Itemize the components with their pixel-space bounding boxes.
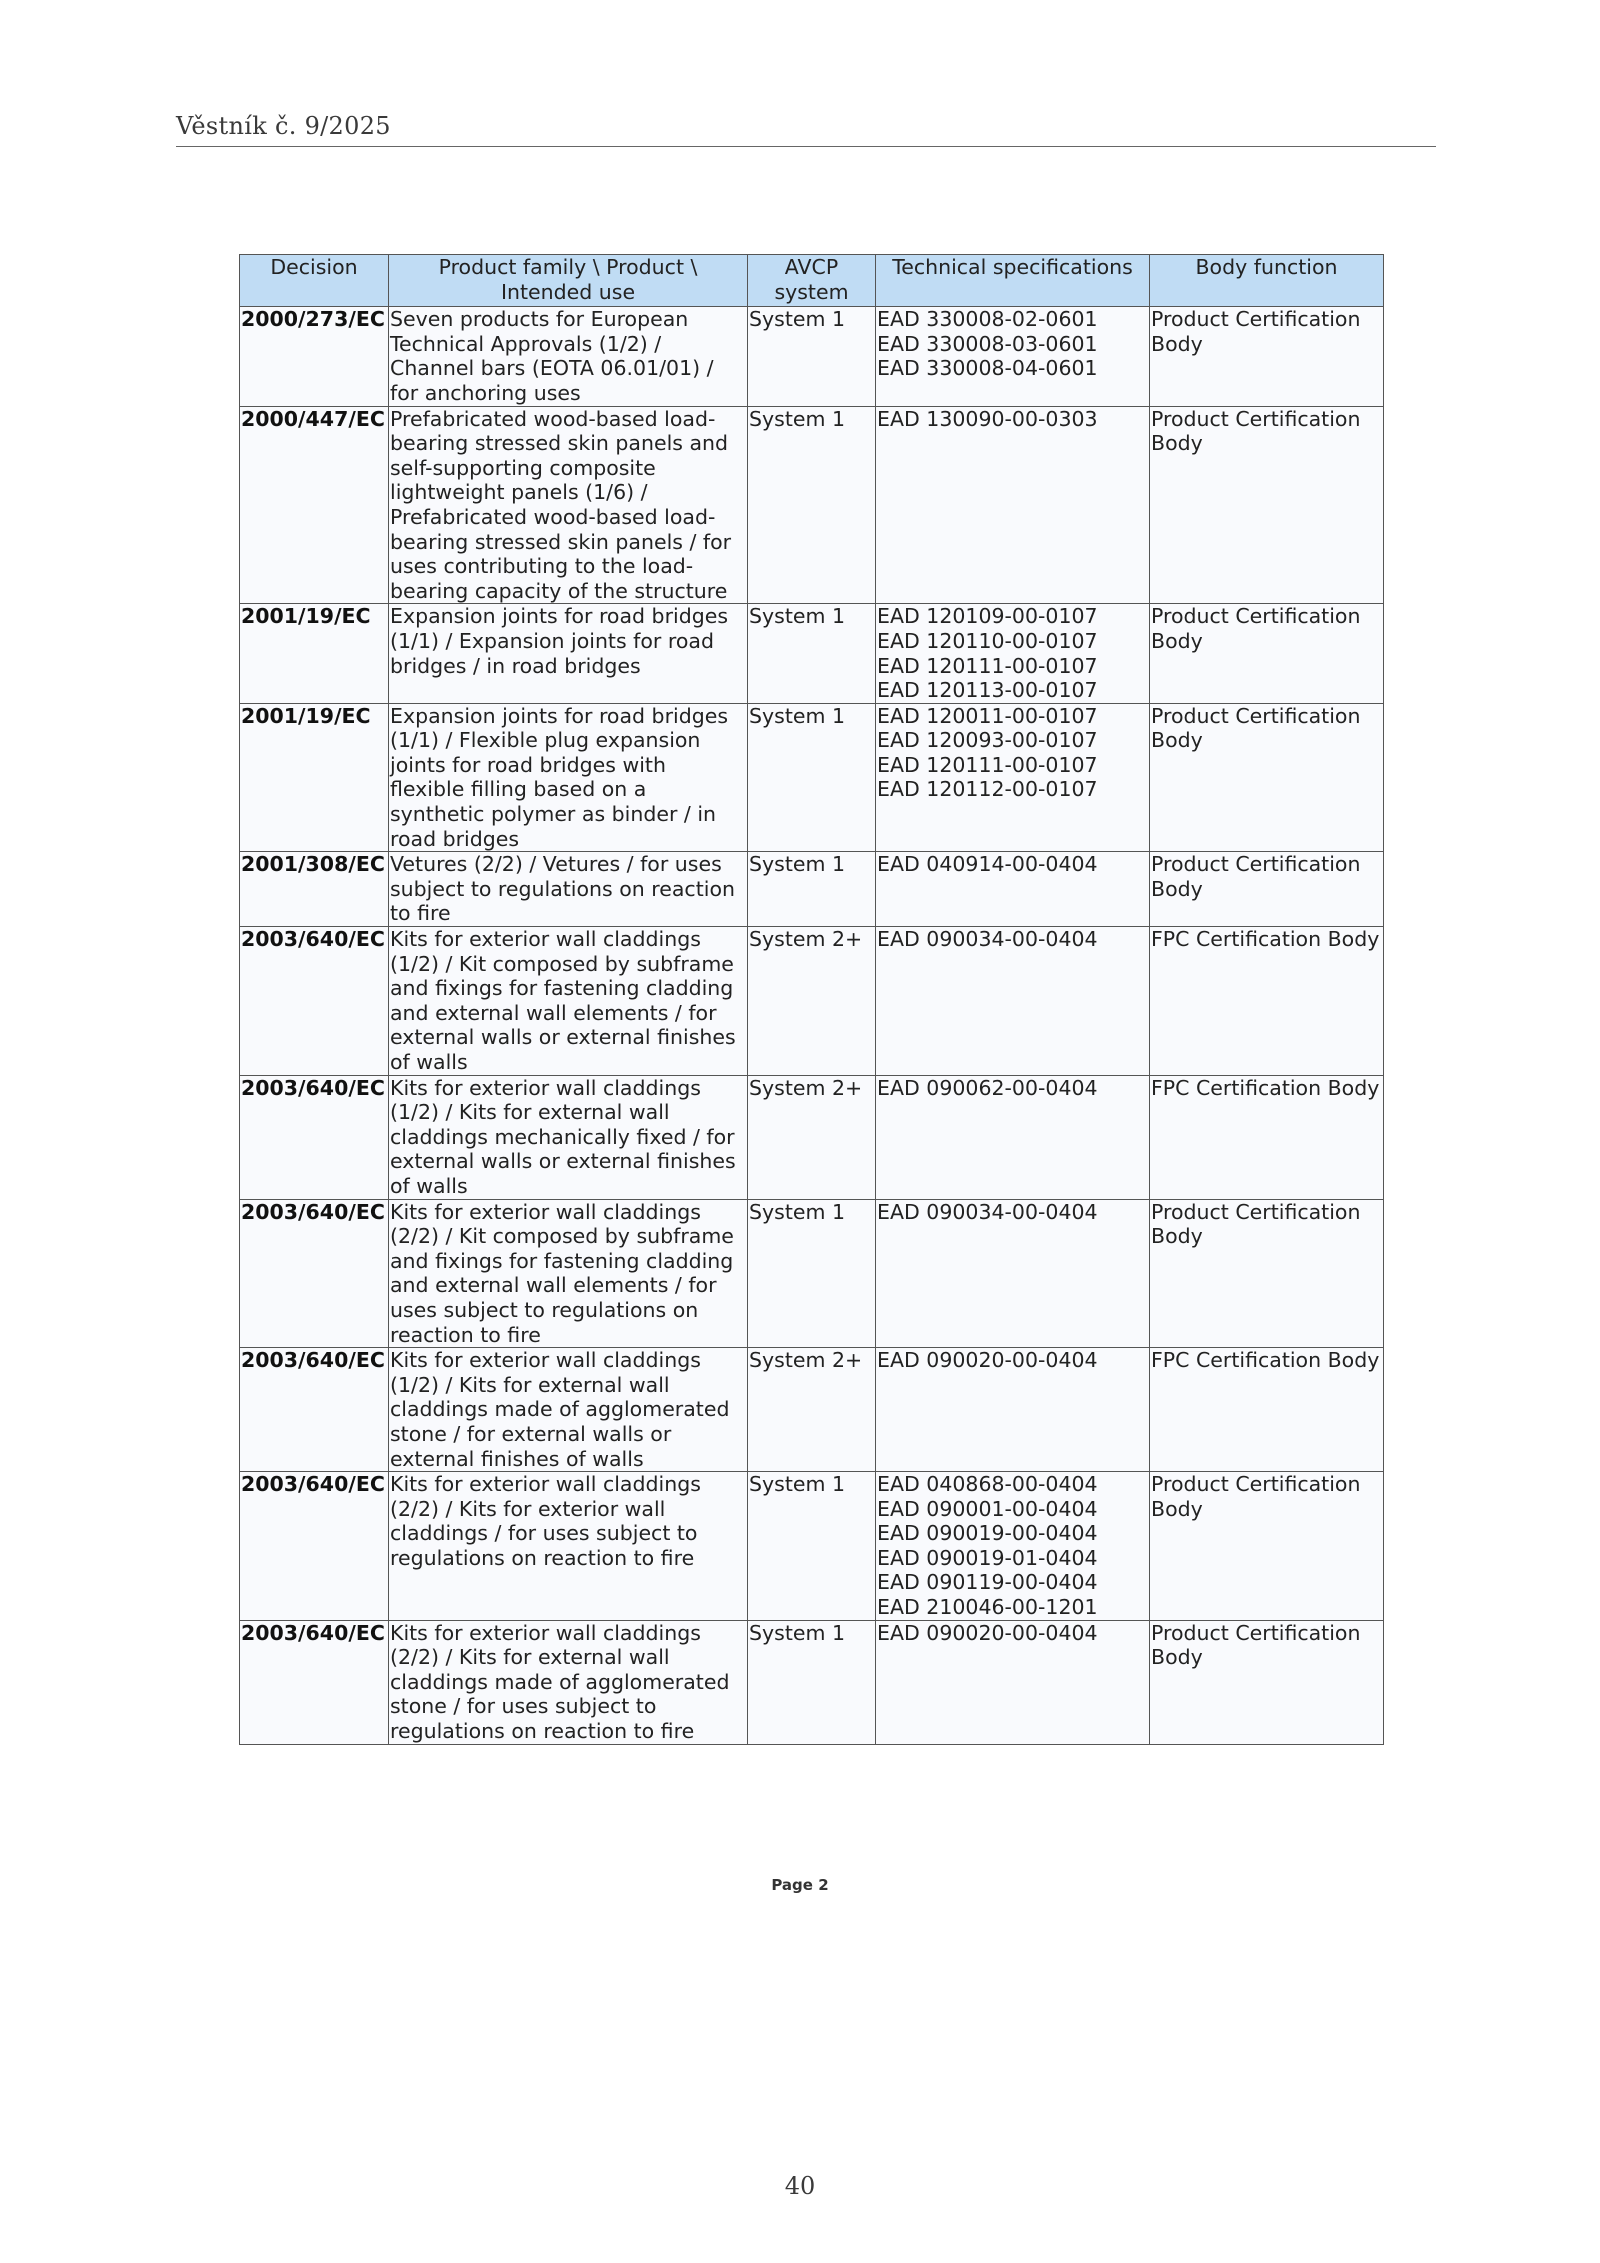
product-cell: Expansion joints for road bridges (1/1) / Flexible plug expansion joints for road bridges with flexible filling based on a synthetic polymer as binder / in road bridges [389,703,748,852]
technical-specification: EAD 330008-04-0601 [877,356,1098,381]
technical-specifications-cell [876,1075,1150,1199]
header-product: Product family \ Product \ Intended use [389,255,748,307]
product-cell: Prefabricated wood-based load-bearing stressed skin panels and self-supporting composite lightweight panels (1/6) / Prefabricated wood-based load-bearing stressed skin panels / for uses contributing to the load-bearing capacity of the structure [389,406,748,604]
decision-cell: 2003/640/EC [240,1348,389,1472]
avcp-cell: System 1 [748,703,876,852]
avcp-cell: System 1 [748,307,876,406]
technical-specification: EAD 090034-00-0404 [877,1199,1098,1224]
avcp-cell: System 1 [748,1199,876,1348]
table-row [240,1348,1384,1472]
technical-specification: EAD 090020-00-0404 [877,1348,1098,1373]
decision-cell: 2003/640/EC [240,927,389,1076]
avcp-cell: System 1 [748,604,876,703]
avcp-cell: System 1 [748,1472,876,1621]
technical-specifications-cell [876,604,1150,703]
product-cell: Seven products for European Technical Approvals (1/2) / Channel bars (EOTA 06.01/01) / for anchoring uses [389,307,748,406]
table-row [240,1199,1384,1348]
technical-specifications-cell [876,703,1150,852]
decision-cell: 2003/640/EC [240,1075,389,1199]
decision-cell: 2003/640/EC [240,1472,389,1621]
table-row [240,852,1384,927]
technical-specifications-cell [876,307,1150,406]
certification-table [239,254,1384,1745]
decision-cell: 2001/308/EC [240,852,389,927]
technical-specification: EAD 330008-02-0601 [877,307,1098,332]
product-cell: Expansion joints for road bridges (1/1) / Expansion joints for road bridges / in road bridges [389,604,748,703]
decision-cell: 2001/19/EC [240,703,389,852]
product-cell: Kits for exterior wall claddings (1/2) / Kits for external wall claddings mechanically fixed / for external walls or external finishes of walls [389,1075,748,1199]
avcp-cell: System 1 [748,852,876,927]
decision-cell: 2000/447/EC [240,406,389,604]
technical-specifications-cell [876,1472,1150,1621]
technical-specifications-cell [876,406,1150,604]
technical-specification: EAD 120111-00-0107 [877,752,1098,777]
technical-specification: EAD 090062-00-0404 [877,1075,1098,1100]
product-cell: Kits for exterior wall claddings (1/2) / Kits for external wall claddings made of agglomerated stone / for external walls or external finishes of walls [389,1348,748,1472]
technical-specification: EAD 130090-00-0303 [877,406,1098,431]
body-function-cell: Product Certification Body [1150,406,1384,604]
table-row [240,604,1384,703]
table-row [240,1472,1384,1621]
technical-specification: EAD 120113-00-0107 [877,678,1098,703]
technical-specifications-cell [876,927,1150,1076]
technical-specification: EAD 210046-00-1201 [877,1595,1098,1620]
body-function-cell: Product Certification Body [1150,1199,1384,1348]
running-header: Věstník č. 9/2025 [176,112,391,140]
decision-cell: 2003/640/EC [240,1620,389,1744]
body-function-cell: Product Certification Body [1150,852,1384,927]
product-cell: Kits for exterior wall claddings (1/2) / Kit composed by subframe and fixings for fastening cladding and external wall elements / for external walls or external finishes of walls [389,927,748,1076]
technical-specifications-cell [876,852,1150,927]
product-cell: Vetures (2/2) / Vetures / for uses subject to regulations on reaction to fire [389,852,748,927]
decision-cell: 2000/273/EC [240,307,389,406]
header-technical-specifications: Technical specifications [876,255,1150,307]
body-function-cell: Product Certification Body [1150,1472,1384,1621]
product-cell: Kits for exterior wall claddings (2/2) / Kit composed by subframe and fixings for fastening cladding and external wall elements / for uses subject to regulations on reaction to fire [389,1199,748,1348]
avcp-cell: System 1 [748,406,876,604]
technical-specification: EAD 090019-01-0404 [877,1545,1098,1570]
technical-specification: EAD 040868-00-0404 [877,1472,1098,1497]
avcp-cell: System 1 [748,1620,876,1744]
table-body [240,307,1384,1744]
header-rule [176,146,1436,147]
page-number: 40 [784,2172,816,2200]
technical-specification: EAD 090001-00-0404 [877,1496,1098,1521]
technical-specifications-cell [876,1348,1150,1472]
technical-specification: EAD 120093-00-0107 [877,728,1098,753]
technical-specification: EAD 330008-03-0601 [877,331,1098,356]
decision-cell: 2003/640/EC [240,1199,389,1348]
table-row [240,1620,1384,1744]
body-function-cell: Product Certification Body [1150,703,1384,852]
avcp-cell: System 2+ [748,927,876,1076]
avcp-cell: System 2+ [748,1075,876,1199]
product-cell: Kits for exterior wall claddings (2/2) / Kits for external wall claddings made of agglomerated stone / for uses subject to regulations on reaction to fire [389,1620,748,1744]
technical-specification: EAD 120109-00-0107 [877,604,1098,629]
technical-specification: EAD 090020-00-0404 [877,1620,1098,1645]
technical-specifications-cell [876,1620,1150,1744]
table-row [240,1075,1384,1199]
technical-specification: EAD 120011-00-0107 [877,703,1098,728]
header-body-function: Body function [1150,255,1384,307]
page-footer-label: Page 2 [771,1876,829,1894]
technical-specification: EAD 090119-00-0404 [877,1570,1098,1595]
table-row [240,703,1384,852]
product-cell: Kits for exterior wall claddings (2/2) / Kits for exterior wall claddings / for uses subject to regulations on reaction to fire [389,1472,748,1621]
body-function-cell: Product Certification Body [1150,307,1384,406]
avcp-cell: System 2+ [748,1348,876,1472]
header-avcp: AVCP system [748,255,876,307]
body-function-cell: FPC Certification Body [1150,1075,1384,1199]
body-function-cell: Product Certification Body [1150,1620,1384,1744]
decision-cell: 2001/19/EC [240,604,389,703]
table-header-row [240,255,1384,307]
technical-specification: EAD 120111-00-0107 [877,653,1098,678]
body-function-cell: Product Certification Body [1150,604,1384,703]
technical-specification: EAD 120112-00-0107 [877,777,1098,802]
header-decision: Decision [240,255,389,307]
table-row [240,927,1384,1076]
technical-specifications-cell [876,1199,1150,1348]
technical-specification: EAD 040914-00-0404 [877,852,1098,877]
table-row [240,406,1384,604]
technical-specification: EAD 090019-00-0404 [877,1521,1098,1546]
body-function-cell: FPC Certification Body [1150,1348,1384,1472]
body-function-cell: FPC Certification Body [1150,927,1384,1076]
technical-specification: EAD 090034-00-0404 [877,927,1098,952]
technical-specification: EAD 120110-00-0107 [877,628,1098,653]
table-row [240,307,1384,406]
